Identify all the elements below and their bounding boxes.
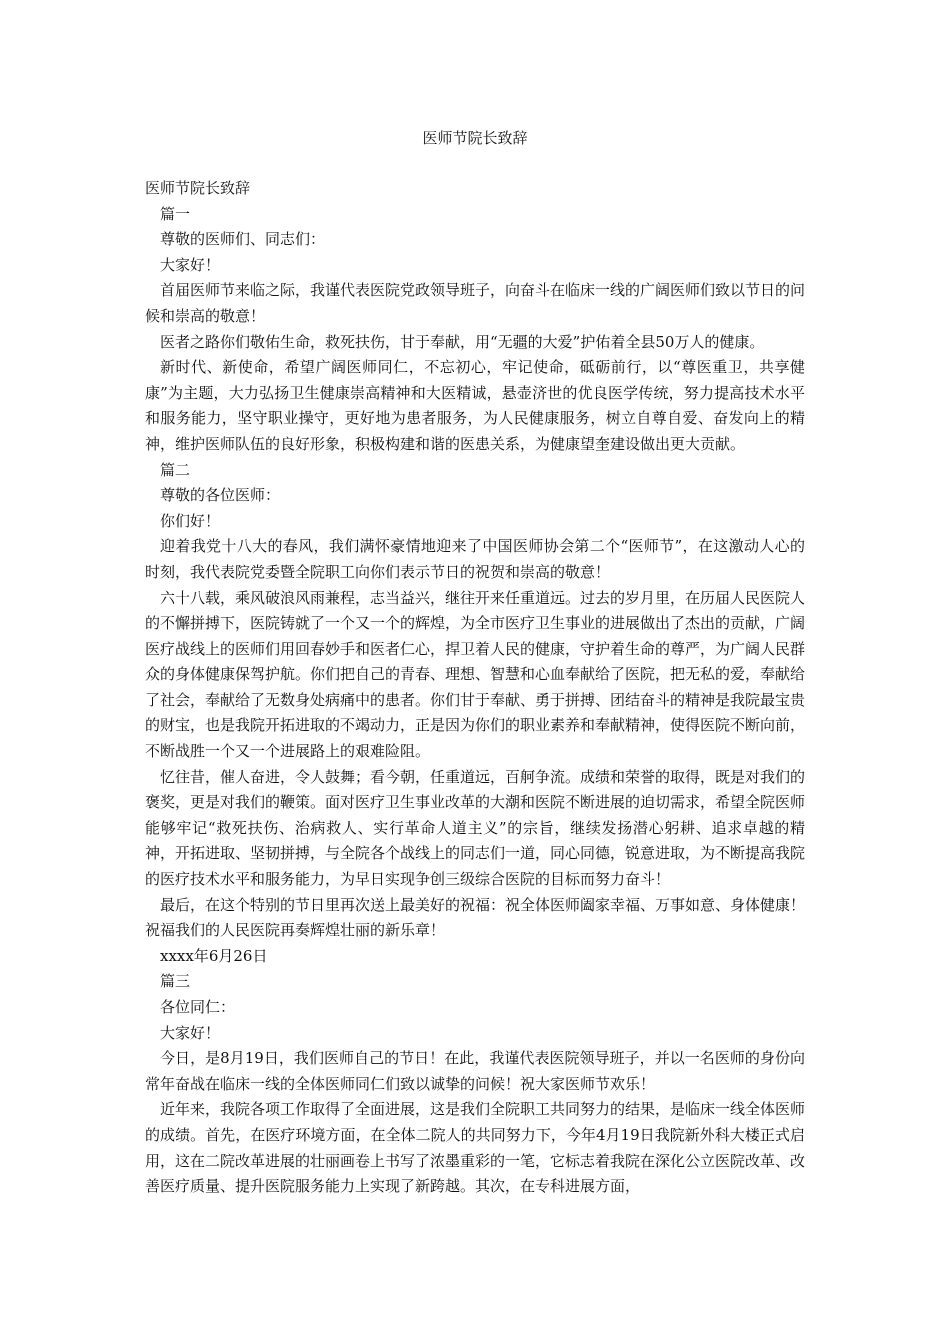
paragraph: 首届医师节来临之际，我谨代表医院党政领导班子，向奋斗在临床一线的广阔医师们致以节日的问候和崇高的敬意！: [145, 281, 806, 325]
paragraph: 各位同仁：: [160, 998, 236, 1016]
paragraph: 医师节院长致辞: [145, 179, 251, 197]
paragraph: 近年来，我院各项工作取得了全面进展，这是我们全院职工共同努力的结果，是临床一线全体医师的成绩。首先，在医疗环境方面，在全体二院人的共同努力下，今年4月19日我院新外科大楼正式启用，这在二院改革进展的壮丽画卷上书写了浓墨重彩的一笔，它标志着我院在深化公立医院改革、改善医疗质量、提升医院服务能力上实现了新跨越。其次，在专科进展方面，: [145, 1100, 806, 1196]
document-body: [145, 176, 805, 1200]
paragraph: 今日，是8月19日，我们医师自己的节日！在此，我谨代表医院领导班子，并以一名医师的身份向常年奋战在临床一线的全体医师同仁们致以诚挚的问候！祝大家医师节欢乐！: [145, 1049, 805, 1093]
paragraph: 新时代、新使命，希望广阔医师同仁，不忘初心，牢记使命，砥砺前行，以“尊医重卫，共享健康”为主题，大力弘扬卫生健康崇高精神和大医精诚，悬壶济世的优良医学传统，努力提高技术水平和服务能力，坚守职业操守，更好地为患者服务，为人民健康服务，树立自尊自爱、奋发向上的精神，维护医师队伍的良好形象，积极构建和谐的医患关系，为健康望奎建设做出更大贡献。: [145, 358, 805, 453]
paragraph: 六十八载，乘风破浪风雨兼程，志当益兴，继往开来任重道远。过去的岁月里，在历届人民医院人的不懈拼搏下，医院铸就了一个又一个的辉煌，为全市医疗卫生事业的进展做出了杰出的贡献，广阔医疗战线上的医师们用回春妙手和医者仁心，捍卫着人民的健康，守护着生命的尊严，为广阔人民群众的身体健康保驾护航。你们把自己的青春、理想、智慧和心血奉献给了医院，把无私的爱，奉献给了社会，奉献给了无数身处病痛中的患者。你们甘于奉献、勇于拼搏、团结奋斗的精神是我院最宝贵的财宝，也是我院开拓进取的不竭动力，正是因为你们的职业素养和奉献精神，使得医院不断向前，不断战胜一个又一个进展路上的艰难险阻。: [145, 588, 806, 761]
paragraph: xxxx年6月26日: [160, 946, 268, 965]
paragraph: 篇三: [160, 972, 191, 991]
paragraph: 尊敬的各位医师：: [160, 486, 281, 505]
paragraph: 迎着我党十八大的春风，我们满怀豪情地迎来了中国医师协会第二个“医师节”，在这激动人心的时刻，我代表院党委暨全院职工向你们表示节日的祝贺和崇高的敬意！: [145, 537, 805, 581]
paragraph: 忆往昔，催人奋进，令人鼓舞；看今朝，任重道远，百舸争流。成绩和荣誉的取得，既是对我们的褒奖，更是对我们的鞭策。面对医疗卫生事业改革的大潮和医院不断进展的迫切需求，希望全院医师能够牢记“救死扶伤、治病救人、实行革命人道主义”的宗旨，继续发扬潜心躬耕、追求卓越的精神，开拓进取、坚韧拼搏，与全院各个战线上的同志们一道，同心同德，锐意进取，为不断提高我院的医疗技术水平和服务能力，为早日实现争创三级综合医院的目标而努力奋斗！: [145, 767, 806, 889]
paragraph: 大家好！: [160, 1023, 221, 1042]
paragraph: 最后，在这个特别的节日里再次送上最美好的祝福：祝全体医师阖家幸福、万事如意、身体健康！祝福我们的人民医院再奏辉煌壮丽的新乐章！: [145, 895, 806, 940]
paragraph: 篇二: [160, 460, 191, 479]
document-title: 医师节院长致辞: [422, 129, 528, 147]
paragraph: 医者之路你们敬佑生命，救死扶伤，甘于奉献，用“无疆的大爱”护佑着全县50万人的健康。: [160, 332, 765, 351]
paragraph: 你们好！: [160, 511, 221, 530]
paragraph: 尊敬的医师们、同志们：: [160, 230, 326, 249]
paragraph: 篇一: [160, 204, 191, 223]
paragraph: 大家好！: [160, 255, 221, 274]
